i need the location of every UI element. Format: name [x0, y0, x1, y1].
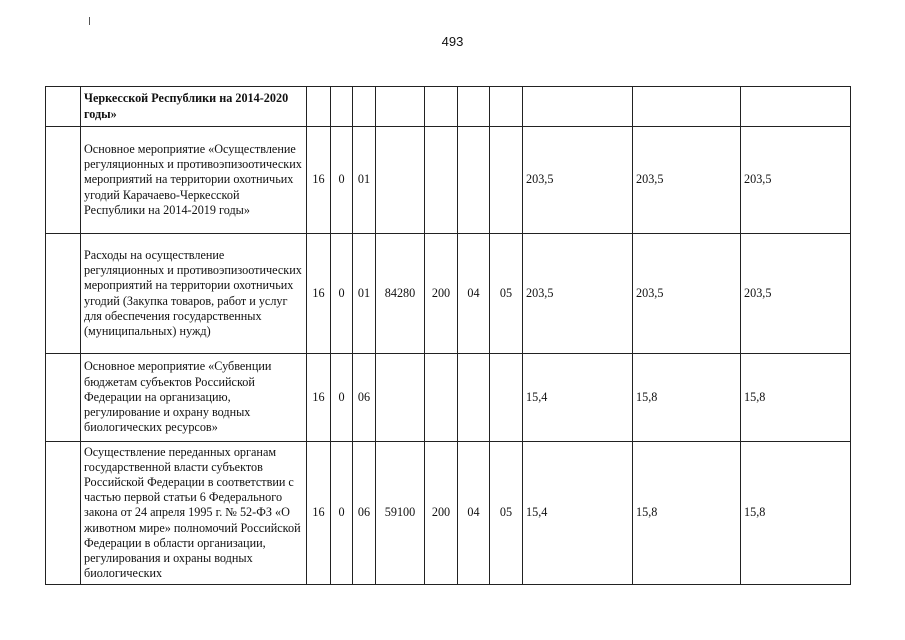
code-cell: 04 [458, 442, 490, 585]
code-cell: 05 [490, 442, 523, 585]
row-description: Основное мероприятие «Субвенции бюджетам субъектов Российской Федерации на организацию, регулирование и охрану водных биологических ресурсов» [81, 354, 307, 442]
code-cell [331, 87, 353, 127]
row-index-cell [46, 234, 81, 354]
value-cell: 203,5 [523, 234, 633, 354]
code-cell: 0 [331, 442, 353, 585]
code-cell [376, 354, 425, 442]
code-cell: 16 [307, 354, 331, 442]
row-description: Расходы на осуществление регуляционных и противоэпизоотических мероприятий на территории охотничьих угодий (Закупка товаров, работ и услуг для обеспечения государственных (муниципальных) нужд) [81, 234, 307, 354]
table-row [46, 354, 851, 442]
row-index-cell [46, 442, 81, 585]
row-index-cell [46, 127, 81, 234]
value-cell: 203,5 [523, 127, 633, 234]
table-body [46, 87, 851, 585]
code-cell: 05 [490, 234, 523, 354]
row-index-cell [46, 87, 81, 127]
code-cell [425, 87, 458, 127]
code-cell [425, 354, 458, 442]
code-cell [353, 87, 376, 127]
value-cell: 15,8 [633, 354, 741, 442]
row-description: Черкесской Республики на 2014-2020 годы» [81, 87, 307, 127]
code-cell: 04 [458, 234, 490, 354]
value-cell [523, 87, 633, 127]
value-cell: 15,8 [633, 442, 741, 585]
code-cell: 16 [307, 442, 331, 585]
value-cell: 203,5 [633, 127, 741, 234]
code-cell: 06 [353, 442, 376, 585]
code-cell [458, 87, 490, 127]
row-index-cell [46, 354, 81, 442]
code-cell: 01 [353, 234, 376, 354]
code-cell [490, 87, 523, 127]
value-cell: 203,5 [741, 127, 851, 234]
table-row [46, 127, 851, 234]
value-cell: 203,5 [741, 234, 851, 354]
code-cell [425, 127, 458, 234]
value-cell: 15,8 [741, 442, 851, 585]
code-cell [490, 354, 523, 442]
code-cell: 01 [353, 127, 376, 234]
value-cell: 15,8 [741, 354, 851, 442]
code-cell [376, 87, 425, 127]
row-description: Осуществление переданных органам государственной власти субъектов Российской Федерации в соответствии с частью первой статьи 6 Федерального закона от 24 апреля 1995 г. № 52-ФЗ «О животном мире» полномочий Российской Федерации в области организации, регулирования и охраны водных биологических [81, 442, 307, 585]
budget-table [45, 86, 851, 585]
code-cell: 16 [307, 127, 331, 234]
code-cell: 16 [307, 234, 331, 354]
row-description: Основное мероприятие «Осуществление регуляционных и противоэпизоотических мероприятий на территории охотничьих угодий Карачаево-Черкесской Республики на 2014-2019 годы» [81, 127, 307, 234]
code-cell [458, 127, 490, 234]
value-cell [741, 87, 851, 127]
value-cell [633, 87, 741, 127]
code-cell: 06 [353, 354, 376, 442]
value-cell: 15,4 [523, 354, 633, 442]
code-cell [376, 127, 425, 234]
code-cell: 200 [425, 442, 458, 585]
page-number: 493 [441, 34, 464, 49]
table-row [46, 234, 851, 354]
code-cell: 59100 [376, 442, 425, 585]
code-cell [490, 127, 523, 234]
code-cell [307, 87, 331, 127]
table-row [46, 442, 851, 585]
code-cell: 84280 [376, 234, 425, 354]
code-cell [458, 354, 490, 442]
code-cell: 0 [331, 234, 353, 354]
scan-tick-mark [89, 17, 90, 25]
value-cell: 203,5 [633, 234, 741, 354]
code-cell: 200 [425, 234, 458, 354]
code-cell: 0 [331, 127, 353, 234]
value-cell: 15,4 [523, 442, 633, 585]
table-row [46, 87, 851, 127]
code-cell: 0 [331, 354, 353, 442]
